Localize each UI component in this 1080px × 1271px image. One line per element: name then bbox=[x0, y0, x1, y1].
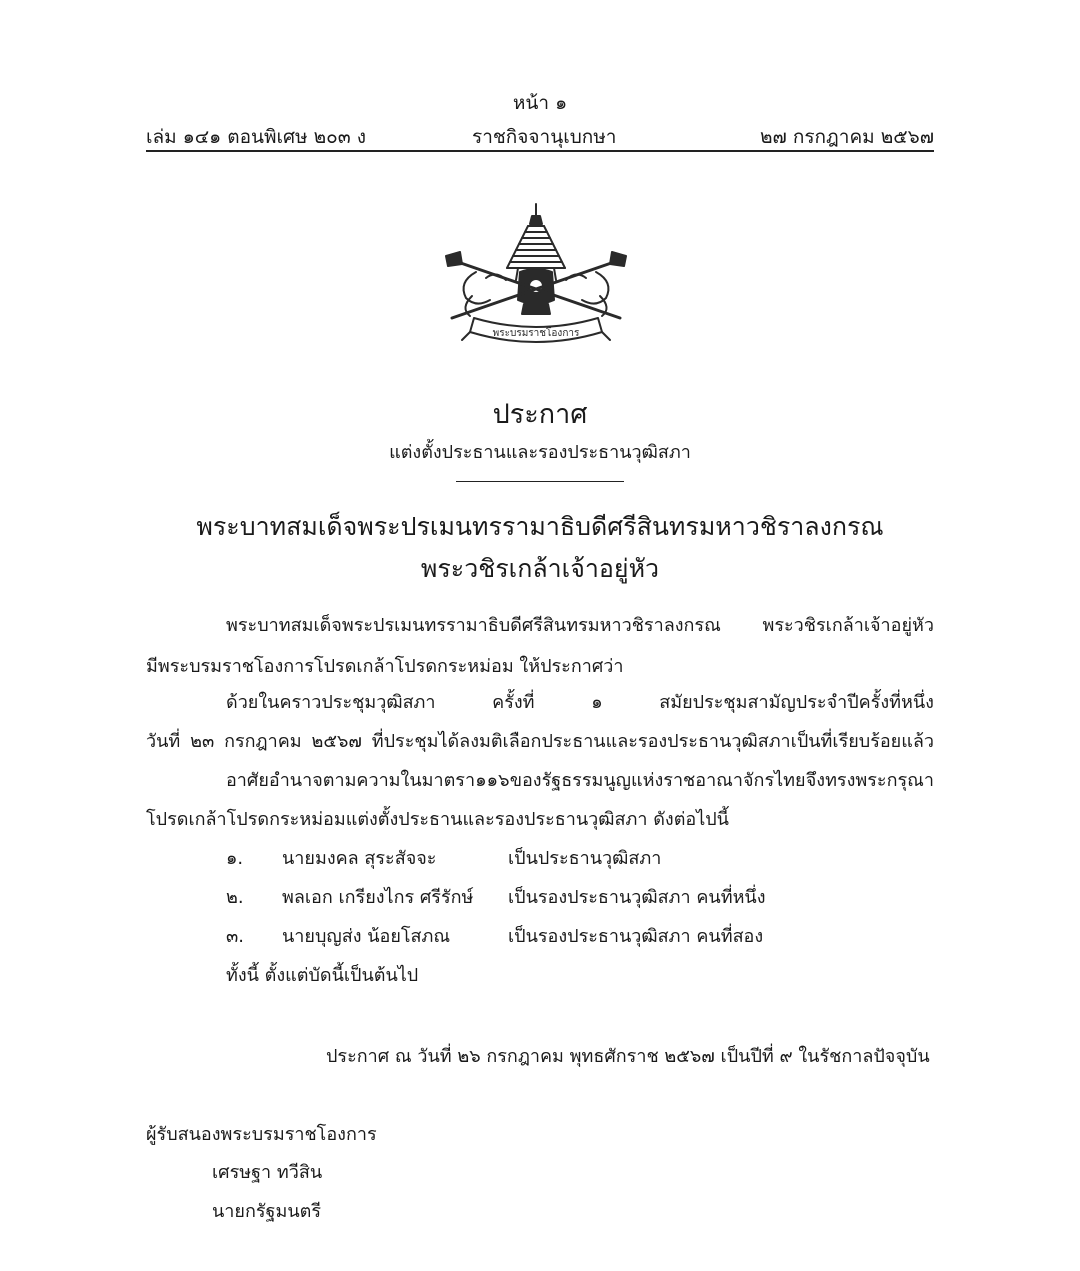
king-title-line-2: พระวชิรเกล้าเจ้าอยู่หัว bbox=[420, 554, 660, 583]
paragraph-3-line-1 bbox=[226, 765, 934, 794]
appointee-name: พลเอก เกรียงไกร ศรีรักษ์ bbox=[282, 887, 474, 908]
appointee-position: เป็นรองประธานวุฒิสภา คนที่สอง bbox=[508, 926, 764, 947]
paragraph-2-line-2 bbox=[146, 726, 934, 755]
appointment-row bbox=[226, 882, 934, 912]
paragraph-3-line-2: โปรดเกล้าโปรดกระหม่อมแต่งตั้งประธานและรองประธานวุฒิสภา ดังต่อไปนี้ bbox=[146, 809, 729, 830]
appointment-number: ๑. bbox=[226, 848, 244, 869]
appointment-number: ๒. bbox=[226, 887, 244, 908]
text-segment: กรกฎาคม bbox=[224, 731, 302, 752]
announcement-subtitle: แต่งตั้งประธานและรองประธานวุฒิสภา bbox=[389, 442, 691, 463]
appointee-name: นายมงคล สุระสัจจะ bbox=[282, 848, 437, 869]
publication-date: ๒๗ กรกฎาคม ๒๕๖๗ bbox=[759, 126, 934, 148]
appointment-number: ๓. bbox=[226, 926, 245, 947]
publication-name: ราชกิจจานุเบกษา bbox=[472, 126, 617, 148]
text-segment: พระวชิรเกล้าเจ้าอยู่หัว bbox=[762, 615, 934, 636]
volume-issue: เล่ม ๑๔๑ ตอนพิเศษ ๒๐๓ ง bbox=[146, 126, 367, 148]
text-segment: ๑ bbox=[591, 692, 603, 713]
text-segment: ที่ประชุมได้ลงมติเลือกประธานและรองประธานวุฒิสภาเป็นที่เรียบร้อยแล้ว bbox=[371, 731, 934, 752]
header-divider bbox=[146, 150, 934, 152]
text-segment: ๒๓ bbox=[190, 731, 215, 752]
text-segment: พระบาทสมเด็จพระปรเมนทรรามาธิบดีศรีสินทรมหาวชิราลงกรณ bbox=[226, 615, 721, 636]
text-segment: สมัยประชุมสามัญประจำปีครั้งที่หนึ่ง bbox=[659, 692, 934, 713]
royal-emblem-icon bbox=[436, 200, 636, 355]
countersigner-name: เศรษฐา ทวีสิน bbox=[212, 1162, 323, 1183]
text-segment: อาศัยอำนาจตามความในมาตรา bbox=[226, 770, 476, 791]
page-number: หน้า ๑ bbox=[512, 92, 568, 114]
appointment-row bbox=[226, 921, 934, 951]
text-segment: ๒๕๖๗ bbox=[311, 731, 362, 752]
emblem-banner-text: พระบรมราชโองการ bbox=[492, 328, 580, 339]
countersigner-title: นายกรัฐมนตรี bbox=[212, 1201, 321, 1222]
text-segment: ครั้งที่ bbox=[492, 692, 535, 713]
king-title-line-1: พระบาทสมเด็จพระปรเมนทรรามาธิบดีศรีสินทรมหาวชิราลงกรณ bbox=[196, 512, 884, 541]
countersign-label: ผู้รับสนองพระบรมราชโองการ bbox=[146, 1124, 377, 1145]
appointment-row bbox=[226, 843, 934, 873]
text-segment: จึงทรงพระกรุณา bbox=[805, 770, 934, 791]
gazette-header bbox=[146, 122, 934, 150]
effective-date-clause: ทั้งนี้ ตั้งแต่บัดนี้เป็นต้นไป bbox=[226, 965, 419, 986]
paragraph-2-line-1 bbox=[226, 687, 934, 716]
text-segment: ด้วยในคราวประชุมวุฒิสภา bbox=[226, 692, 436, 713]
appointee-name: นายบุญส่ง น้อยโสภณ bbox=[282, 926, 451, 947]
appointee-position: เป็นประธานวุฒิสภา bbox=[508, 848, 662, 869]
paragraph-1-line-2: มีพระบรมราชโองการโปรดเกล้าโปรดกระหม่อม ให้ประกาศว่า bbox=[146, 656, 624, 677]
title-divider bbox=[456, 481, 624, 482]
appointee-position: เป็นรองประธานวุฒิสภา คนที่หนึ่ง bbox=[508, 887, 766, 908]
given-date-line: ประกาศ ณ วันที่ ๒๖ กรกฎาคม พุทธศักราช ๒๕๖๗ เป็นปีที่ ๙ ในรัชกาลปัจจุบัน bbox=[326, 1046, 930, 1067]
text-segment: วันที่ bbox=[146, 731, 181, 752]
text-segment: ๑๑๖ bbox=[475, 770, 510, 791]
announcement-title: ประกาศ bbox=[492, 399, 588, 430]
text-segment: ของรัฐธรรมนูญแห่งราชอาณาจักรไทย bbox=[509, 770, 806, 791]
paragraph-1-line-1 bbox=[226, 610, 934, 639]
